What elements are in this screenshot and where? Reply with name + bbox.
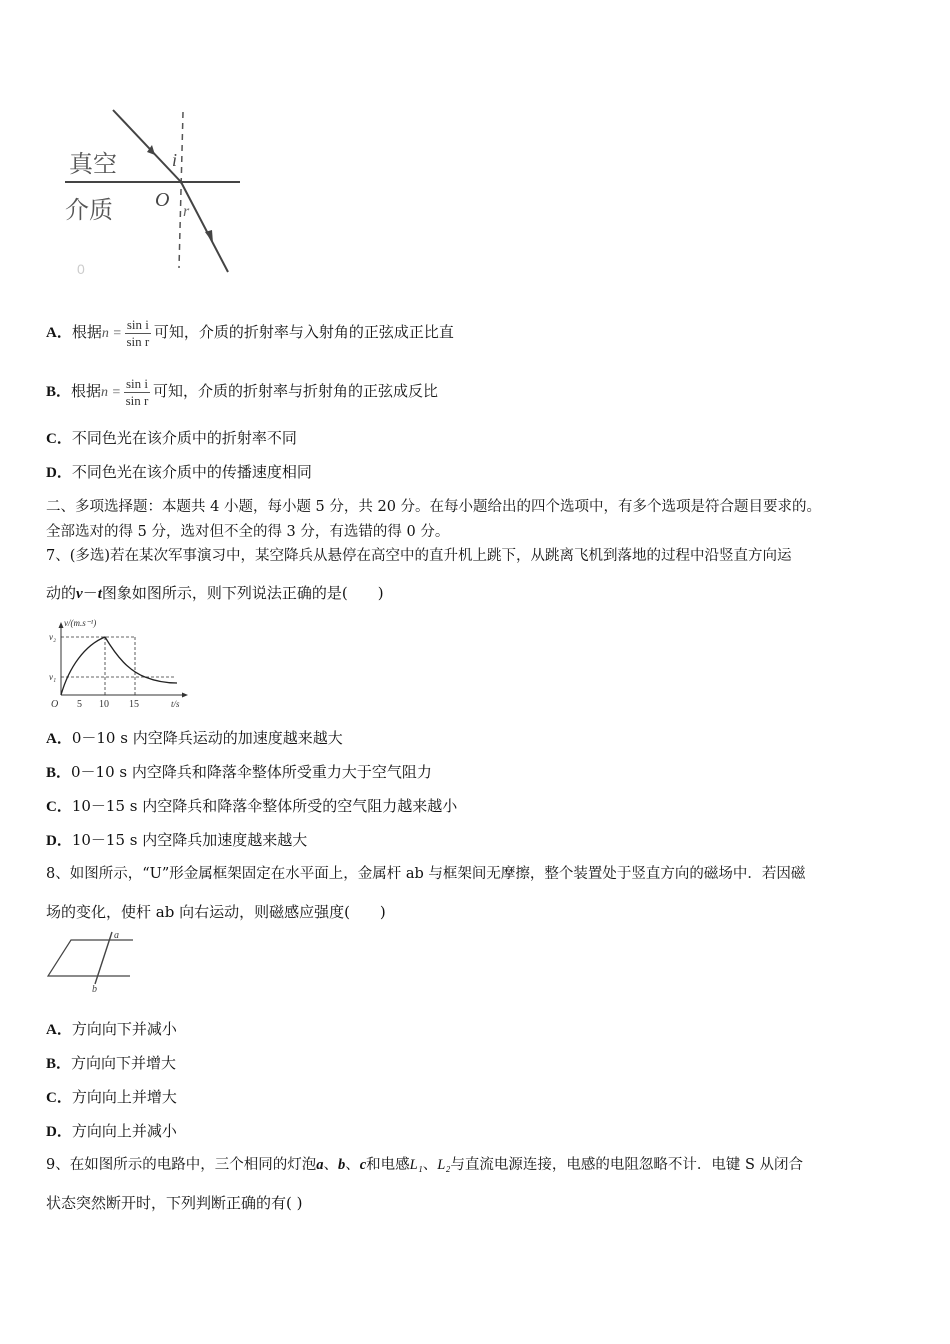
- var-v: v: [76, 586, 83, 602]
- bulb-b: b: [337, 1157, 346, 1173]
- q8-option-c: [46, 1087, 177, 1108]
- option-label: B．: [46, 765, 72, 781]
- bulb-c: c: [359, 1157, 367, 1173]
- n-variable: n =: [101, 385, 121, 400]
- option-label: A．: [46, 731, 72, 747]
- q8-option-a: [46, 1019, 177, 1040]
- option-label: A．: [46, 1022, 72, 1038]
- origin-label: O: [51, 699, 59, 710]
- inductor-l2: L₂: [437, 1157, 451, 1173]
- option-label: D．: [46, 833, 72, 849]
- vt-graph: [45, 615, 195, 711]
- x-axis-arrow: [182, 693, 188, 698]
- n-variable: n =: [101, 326, 122, 341]
- option-text: 不同色光在该介质中的传播速度相同: [71, 463, 312, 481]
- q9-stem-line1: [46, 1155, 803, 1175]
- q8-stem-line1: 8、如图所示，“U”形金属框架固定在水平面上，金属杆 ab 与框架间无摩擦，整个装置处于竖直方向的磁场中．若因磁: [46, 866, 806, 882]
- tick-v1: v₁: [49, 672, 57, 682]
- normal-line: [179, 112, 183, 268]
- option-text: 方向向上并增大: [71, 1088, 177, 1106]
- option-label: B．: [46, 384, 72, 400]
- u-frame: [48, 940, 133, 976]
- label-b: b: [92, 984, 97, 994]
- option-label: C．: [46, 1090, 72, 1106]
- refracted-arrow: [205, 230, 213, 243]
- q8-option-d: [46, 1121, 177, 1142]
- option-text: 可知，介质的折射率与折射角的正弦成反比: [153, 382, 439, 400]
- refraction-figure: [55, 100, 255, 280]
- tick-x-10: 10: [99, 699, 109, 710]
- separator: 、: [345, 1157, 360, 1173]
- tick-x-5: 5: [77, 699, 82, 710]
- tick-v2: v₂: [49, 632, 57, 642]
- option-text: 方向向下并减小: [71, 1020, 177, 1038]
- option-prefix: 根据: [71, 382, 102, 400]
- option-prefix: 根据: [71, 323, 102, 341]
- incident-ray: [113, 110, 181, 182]
- q9-stem-line2: 状态突然断开时，下列判断正确的有( ): [46, 1194, 303, 1212]
- label-medium: 介质: [65, 196, 113, 224]
- y-axis-label: v/(m.s⁻¹): [64, 618, 97, 628]
- separator: 、: [422, 1157, 438, 1173]
- option-text: 不同色光在该介质中的折射率不同: [71, 429, 297, 447]
- section2-heading-line2: 全部选对的得 5 分，选对但不全的得 3 分，有选错的得 0 分。: [46, 524, 450, 540]
- q6-option-a: [46, 313, 454, 353]
- var-t: t: [97, 586, 102, 602]
- q6-option-d: [46, 462, 312, 483]
- option-label: B．: [46, 1056, 72, 1072]
- fraction-numerator: sin i: [126, 316, 149, 332]
- label-origin: O: [155, 189, 170, 211]
- option-text: 可知，介质的折射率与入射角的正弦成正比直: [153, 323, 454, 341]
- q7-stem-line1: 7、(多选)若在某次军事演习中，某空降兵从悬停在高空中的直升机上跳下，从跳离飞机到落地的过程中沿竖直方向运: [46, 548, 792, 564]
- velocity-curve: [61, 637, 177, 695]
- x-axis-label: t/s: [171, 699, 180, 709]
- q7-text: 动的: [46, 584, 77, 602]
- q7-stem-line2: [46, 583, 384, 604]
- dash: －: [82, 584, 98, 602]
- option-label: C．: [46, 799, 72, 815]
- q8-stem-line2: 场的变化，使杆 ab 向右运动，则磁感应强度( ): [46, 903, 386, 921]
- q9-text: 和电感: [366, 1157, 410, 1173]
- refracted-ray: [181, 182, 228, 272]
- option-text: 10－15 s 内空降兵加速度越来越大: [71, 831, 308, 849]
- q7-text: 图象如图所示，则下列说法正确的是( ): [101, 584, 384, 602]
- bulb-a: a: [316, 1157, 324, 1173]
- snell-fraction: [125, 317, 151, 350]
- label-angle-r: r: [183, 203, 190, 220]
- label-vacuum: 真空: [69, 150, 117, 178]
- q6-option-b: [46, 372, 438, 412]
- tick-x-15: 15: [129, 699, 139, 710]
- q7-option-d: [46, 830, 307, 851]
- q8-option-b: [46, 1053, 176, 1074]
- fraction-denominator: sin r: [125, 392, 149, 408]
- separator: 、: [323, 1157, 338, 1173]
- q7-option-a: [46, 728, 343, 749]
- label-a: a: [114, 930, 119, 941]
- option-text: 10－15 s 内空降兵和降落伞整体所受的空气阻力越来越小: [71, 797, 458, 815]
- option-label: A．: [46, 325, 72, 341]
- y-axis-arrow: [59, 622, 64, 628]
- option-text: 0－10 s 内空降兵和降落伞整体所受重力大于空气阻力: [71, 763, 432, 781]
- option-text: 方向向上并减小: [71, 1122, 177, 1140]
- label-angle-i: i: [172, 150, 178, 170]
- q9-text: 9、在如图所示的电路中，三个相同的灯泡: [46, 1157, 317, 1173]
- u-frame-figure: [45, 928, 135, 994]
- fraction-denominator: sin r: [126, 333, 150, 349]
- q6-option-c: [46, 428, 297, 449]
- inductor-l1: L₁: [409, 1157, 423, 1173]
- fraction-numerator: sin i: [125, 375, 149, 391]
- option-text: 方向向下并增大: [71, 1054, 177, 1072]
- q7-option-c: [46, 796, 457, 817]
- option-label: C．: [46, 431, 72, 447]
- label-corner: 0: [77, 261, 85, 277]
- section2-heading-line1: 二、多项选择题：本题共 4 小题，每小题 5 分，共 20 分。在每小题给出的四个选项中，有多个选项是符合题目要求的。: [46, 499, 822, 515]
- q7-option-b: [46, 762, 432, 783]
- q9-text: 与直流电源连接，电感的电阻忽略不计．电键 S 从闭合: [450, 1157, 804, 1173]
- option-label: D．: [46, 1124, 72, 1140]
- option-label: D．: [46, 465, 72, 481]
- option-text: 0－10 s 内空降兵运动的加速度越来越大: [71, 729, 343, 747]
- snell-fraction: [124, 376, 150, 409]
